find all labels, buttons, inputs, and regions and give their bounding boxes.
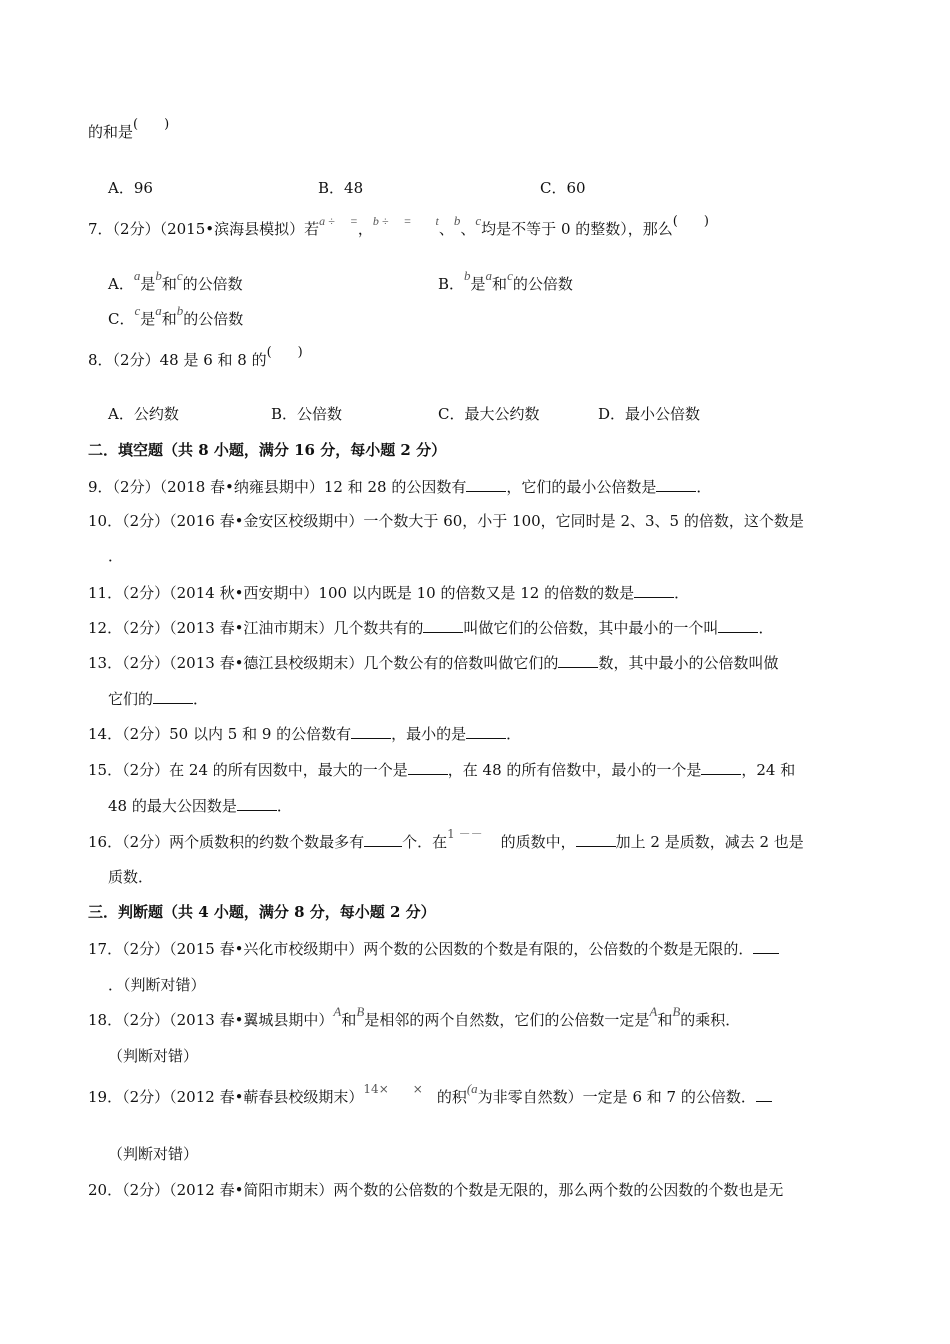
answer-blank[interactable] <box>718 617 758 633</box>
answer-blank[interactable] <box>576 831 616 847</box>
q15-cont: 48 的最大公因数是 ． <box>108 797 292 815</box>
section-fill-in-heading: 二．填空题（共 8 小题，满分 16 分，每小题 2 分） <box>88 441 447 459</box>
answer-blank[interactable] <box>364 831 402 847</box>
q6-stem: 的和是( ) <box>88 117 170 141</box>
q20: 20．（2分）（2012 春•简阳市期末）两个数的公倍数的个数是无限的，那么两个数的公因数的个数也是无 <box>88 1181 784 1199</box>
answer-blank[interactable] <box>351 723 391 739</box>
q7-formula-1: a ÷ = <box>319 214 358 228</box>
q10-end: ． <box>108 547 124 565</box>
answer-blank[interactable] <box>558 652 598 668</box>
q6-option-c: C．60 <box>540 179 586 197</box>
q6-option-a: A．96 <box>108 179 153 197</box>
q15: 15．（2分）在 24 的所有因数中，最大的一个是 ，在 48 的所有倍数中，最小的一个是 ，24 和 <box>88 761 796 779</box>
answer-blank[interactable] <box>753 938 779 954</box>
q7-option-c: C．c是a和b的公倍数 <box>108 303 244 328</box>
q7-option-b: B．b是a和c的公倍数 <box>438 268 573 293</box>
answer-blank[interactable] <box>756 1086 772 1102</box>
q8-stem: 8．（2分）48 是 6 和 8 的( ) <box>88 345 303 369</box>
q8-answer-paren: ( ) <box>266 345 303 360</box>
q19-expression: 14× × <box>363 1082 423 1096</box>
q8-option-c: C．最大公约数 <box>438 405 540 423</box>
q13: 13．（2分）（2013 春•德江县校级期末）几个数公有的倍数叫做它们的 数，其中最小的公倍数叫做 <box>88 654 779 672</box>
q6-option-b: B．48 <box>318 179 364 197</box>
q7-formula-2: b ÷ = t <box>372 214 439 228</box>
q17: 17．（2分）（2015 春•兴化市校级期中）两个数的公因数的个数是有限的，公倍数的个数是无限的． <box>88 938 779 959</box>
q16-range-expression: 1 －－ <box>447 827 483 841</box>
q14: 14．（2分）50 以内 5 和 9 的公倍数有 ，最小的是 ． <box>88 725 522 743</box>
q16-cont: 质数． <box>108 868 154 886</box>
answer-blank[interactable] <box>701 759 741 775</box>
q7-answer-paren: ( ) <box>672 214 709 229</box>
q18-cont: （判断对错） <box>108 1047 199 1065</box>
answer-blank[interactable] <box>423 617 463 633</box>
answer-blank[interactable] <box>466 723 506 739</box>
q8-option-d: D．最小公倍数 <box>598 405 701 423</box>
q9: 9．（2分）（2018 春•纳雍县期中）12 和 28 的公因数有 ，它们的最小公倍数是 ． <box>88 478 712 496</box>
answer-blank[interactable] <box>656 476 696 492</box>
answer-blank[interactable] <box>466 476 506 492</box>
q18: 18．（2分）（2013 春•翼城县期中）A和B是相邻的两个自然数，它们的公倍数一定是A和B的乘积． <box>88 1004 741 1029</box>
answer-blank[interactable] <box>408 759 448 775</box>
q17-cont: ．（判断对错） <box>108 976 206 994</box>
q19: 19．（2分）（2012 春•蕲春县校级期末）$^{14\times \times}$ 的积(a为非零自然数）一定是 6 和 7 的公倍数． <box>88 1086 772 1108</box>
q11: 11．（2分）（2014 秋•西安期中）100 以内既是 10 的倍数又是 12 的倍数的数是 ． <box>88 584 690 602</box>
q7-stem: 7．（2分）（2015•滨海县模拟）若$^{a \div =}$，$^{b \div = t}$、b、c均是不等于 0 的整数），那么( ) <box>88 213 709 238</box>
q12: 12．（2分）（2013 春•江油市期末）几个数共有的 叫做它们的公倍数，其中最小的一个叫 ． <box>88 619 774 637</box>
q8-option-b: B．公倍数 <box>271 405 343 423</box>
section-judgement-heading: 三．判断题（共 4 小题，满分 8 分，每小题 2 分） <box>88 903 436 921</box>
answer-blank[interactable] <box>634 582 674 598</box>
q13-cont: 它们的 ． <box>108 690 209 708</box>
q19-cont: （判断对错） <box>108 1145 199 1163</box>
q6-answer-paren: ( ) <box>133 117 170 132</box>
answer-blank[interactable] <box>237 795 277 811</box>
answer-blank[interactable] <box>153 688 193 704</box>
q8-option-a: A．公约数 <box>108 405 179 423</box>
q16: 16．（2分）两个质数积的约数个数最多有 个．在$^{1 --}$ 的质数中， 加上 2 是质数，减去 2 也是 <box>88 827 804 851</box>
q7-option-a: A．a是b和c的公倍数 <box>108 268 243 293</box>
q10: 10．（2分）（2016 春•金安区校级期中）一个数大于 60，小于 100，它同时是 2、3、5 的倍数，这个数是 <box>88 512 804 530</box>
